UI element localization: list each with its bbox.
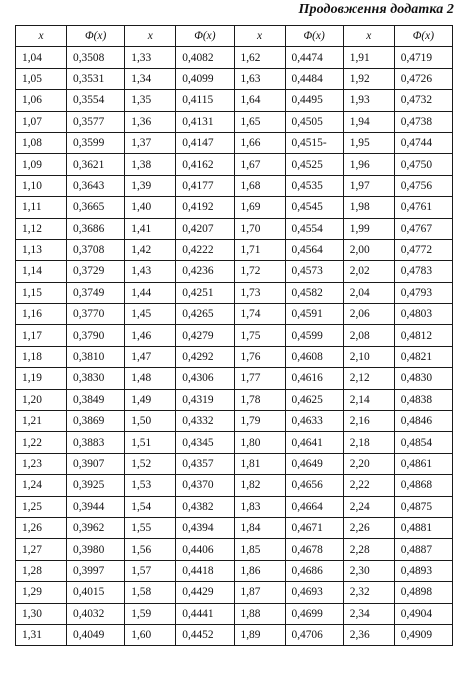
phi-value-cell: 0,4207 [176, 218, 234, 239]
x-value-cell: 2,12 [343, 368, 394, 389]
table-row [16, 111, 453, 132]
x-value-cell: 1,71 [234, 239, 285, 260]
x-value-cell: 2,06 [343, 304, 394, 325]
table-row [16, 496, 453, 517]
x-value-cell: 2,26 [343, 517, 394, 538]
phi-value-cell: 0,4732 [394, 90, 452, 111]
phi-value-cell: 0,4545 [285, 197, 343, 218]
phi-value-cell: 0,4881 [394, 517, 452, 538]
phi-value-cell: 0,3997 [67, 560, 125, 581]
phi-value-cell: 0,4803 [394, 304, 452, 325]
x-value-cell: 1,64 [234, 90, 285, 111]
x-value-cell: 1,41 [125, 218, 176, 239]
table-row [16, 475, 453, 496]
x-value-cell: 1,23 [16, 453, 67, 474]
x-value-cell: 1,12 [16, 218, 67, 239]
phi-value-cell: 0,4515- [285, 132, 343, 153]
phi-value-cell: 0,4821 [394, 346, 452, 367]
phi-value-cell: 0,4484 [285, 68, 343, 89]
x-value-cell: 1,18 [16, 346, 67, 367]
phi-value-cell: 0,4767 [394, 218, 452, 239]
x-value-cell: 1,95 [343, 132, 394, 153]
phi-value-cell: 0,4838 [394, 389, 452, 410]
x-value-cell: 1,99 [343, 218, 394, 239]
x-value-cell: 2,04 [343, 282, 394, 303]
phi-value-cell: 0,4115 [176, 90, 234, 111]
table-row [16, 47, 453, 68]
header-phi-1: Φ(x) [67, 26, 125, 47]
x-value-cell: 1,45 [125, 304, 176, 325]
phi-value-cell: 0,4625 [285, 389, 343, 410]
x-value-cell: 2,18 [343, 432, 394, 453]
phi-value-cell: 0,4554 [285, 218, 343, 239]
header-phi-3: Φ(x) [285, 26, 343, 47]
phi-value-cell: 0,4049 [67, 624, 125, 645]
phi-value-cell: 0,4641 [285, 432, 343, 453]
phi-value-cell: 0,3554 [67, 90, 125, 111]
phi-value-cell: 0,4616 [285, 368, 343, 389]
table-row [16, 239, 453, 260]
phi-value-cell: 0,4812 [394, 325, 452, 346]
x-value-cell: 2,22 [343, 475, 394, 496]
table-row [16, 325, 453, 346]
phi-value-cell: 0,4345 [176, 432, 234, 453]
x-value-cell: 1,14 [16, 261, 67, 282]
x-value-cell: 1,84 [234, 517, 285, 538]
x-value-cell: 1,52 [125, 453, 176, 474]
phi-value-cell: 0,4649 [285, 453, 343, 474]
x-value-cell: 2,32 [343, 582, 394, 603]
phi-value-cell: 0,4082 [176, 47, 234, 68]
x-value-cell: 1,93 [343, 90, 394, 111]
phi-value-cell: 0,4032 [67, 603, 125, 624]
x-value-cell: 1,22 [16, 432, 67, 453]
phi-value-cell: 0,4265 [176, 304, 234, 325]
table-row [16, 197, 453, 218]
x-value-cell: 1,37 [125, 132, 176, 153]
table-row [16, 411, 453, 432]
phi-value-cell: 0,4738 [394, 111, 452, 132]
x-value-cell: 1,24 [16, 475, 67, 496]
x-value-cell: 1,04 [16, 47, 67, 68]
x-value-cell: 1,38 [125, 154, 176, 175]
x-value-cell: 1,89 [234, 624, 285, 645]
phi-value-cell: 0,3665 [67, 197, 125, 218]
x-value-cell: 1,85 [234, 539, 285, 560]
phi-value-cell: 0,4671 [285, 517, 343, 538]
phi-value-cell: 0,3883 [67, 432, 125, 453]
table-body [16, 47, 453, 646]
x-value-cell: 1,47 [125, 346, 176, 367]
phi-value-cell: 0,4678 [285, 539, 343, 560]
table-row [16, 346, 453, 367]
x-value-cell: 1,96 [343, 154, 394, 175]
phi-value-cell: 0,4015 [67, 582, 125, 603]
phi-value-cell: 0,4564 [285, 239, 343, 260]
phi-value-cell: 0,4887 [394, 539, 452, 560]
phi-value-cell: 0,4162 [176, 154, 234, 175]
phi-value-cell: 0,4292 [176, 346, 234, 367]
table-row [16, 517, 453, 538]
x-value-cell: 1,42 [125, 239, 176, 260]
phi-value-cell: 0,4756 [394, 175, 452, 196]
header-x-1: x [16, 26, 67, 47]
x-value-cell: 2,14 [343, 389, 394, 410]
phi-value-cell: 0,4418 [176, 560, 234, 581]
header-phi-4: Φ(x) [394, 26, 452, 47]
header-phi-2: Φ(x) [176, 26, 234, 47]
phi-value-cell: 0,3790 [67, 325, 125, 346]
x-value-cell: 1,81 [234, 453, 285, 474]
x-value-cell: 1,20 [16, 389, 67, 410]
table-row [16, 603, 453, 624]
phi-value-cell: 0,4382 [176, 496, 234, 517]
phi-value-cell: 0,3577 [67, 111, 125, 132]
x-value-cell: 1,08 [16, 132, 67, 153]
x-value-cell: 1,36 [125, 111, 176, 132]
x-value-cell: 1,48 [125, 368, 176, 389]
phi-value-cell: 0,4854 [394, 432, 452, 453]
phi-value-cell: 0,4893 [394, 560, 452, 581]
phi-value-cell: 0,4192 [176, 197, 234, 218]
x-value-cell: 1,91 [343, 47, 394, 68]
phi-value-cell: 0,4582 [285, 282, 343, 303]
phi-value-cell: 0,4222 [176, 239, 234, 260]
x-value-cell: 1,57 [125, 560, 176, 581]
x-value-cell: 2,16 [343, 411, 394, 432]
x-value-cell: 1,74 [234, 304, 285, 325]
phi-value-cell: 0,4750 [394, 154, 452, 175]
phi-value-cell: 0,4525 [285, 154, 343, 175]
phi-value-cell: 0,4236 [176, 261, 234, 282]
table-row [16, 218, 453, 239]
x-value-cell: 1,94 [343, 111, 394, 132]
x-value-cell: 2,00 [343, 239, 394, 260]
phi-value-cell: 0,3643 [67, 175, 125, 196]
phi-value-cell: 0,3729 [67, 261, 125, 282]
phi-value-cell: 0,4875 [394, 496, 452, 517]
x-value-cell: 1,65 [234, 111, 285, 132]
phi-value-cell: 0,3944 [67, 496, 125, 517]
x-value-cell: 1,07 [16, 111, 67, 132]
x-value-cell: 1,87 [234, 582, 285, 603]
x-value-cell: 2,28 [343, 539, 394, 560]
phi-value-cell: 0,4474 [285, 47, 343, 68]
x-value-cell: 2,02 [343, 261, 394, 282]
x-value-cell: 1,70 [234, 218, 285, 239]
phi-value-cell: 0,4495 [285, 90, 343, 111]
x-value-cell: 1,68 [234, 175, 285, 196]
x-value-cell: 2,10 [343, 346, 394, 367]
phi-value-cell: 0,4656 [285, 475, 343, 496]
x-value-cell: 1,92 [343, 68, 394, 89]
phi-value-cell: 0,4394 [176, 517, 234, 538]
phi-value-cell: 0,3925 [67, 475, 125, 496]
phi-value-cell: 0,3830 [67, 368, 125, 389]
phi-value-cell: 0,4332 [176, 411, 234, 432]
x-value-cell: 1,51 [125, 432, 176, 453]
x-value-cell: 2,30 [343, 560, 394, 581]
header-x-4: x [343, 26, 394, 47]
phi-value-cell: 0,3686 [67, 218, 125, 239]
phi-value-cell: 0,3531 [67, 68, 125, 89]
x-value-cell: 1,78 [234, 389, 285, 410]
phi-value-cell: 0,4686 [285, 560, 343, 581]
header-x-3: x [234, 26, 285, 47]
table-row [16, 282, 453, 303]
x-value-cell: 2,36 [343, 624, 394, 645]
phi-value-cell: 0,3621 [67, 154, 125, 175]
table-row [16, 453, 453, 474]
phi-value-cell: 0,4830 [394, 368, 452, 389]
phi-value-cell: 0,4772 [394, 239, 452, 260]
x-value-cell: 1,33 [125, 47, 176, 68]
table-row [16, 304, 453, 325]
phi-value-cell: 0,4693 [285, 582, 343, 603]
x-value-cell: 1,80 [234, 432, 285, 453]
table-row [16, 389, 453, 410]
table-row [16, 90, 453, 111]
phi-value-cell: 0,4719 [394, 47, 452, 68]
x-value-cell: 1,13 [16, 239, 67, 260]
x-value-cell: 1,79 [234, 411, 285, 432]
phi-value-cell: 0,3849 [67, 389, 125, 410]
phi-value-cell: 0,4793 [394, 282, 452, 303]
table-row [16, 432, 453, 453]
x-value-cell: 1,60 [125, 624, 176, 645]
phi-value-cell: 0,4761 [394, 197, 452, 218]
x-value-cell: 1,30 [16, 603, 67, 624]
x-value-cell: 1,76 [234, 346, 285, 367]
phi-value-cell: 0,3869 [67, 411, 125, 432]
x-value-cell: 1,75 [234, 325, 285, 346]
phi-value-cell: 0,4898 [394, 582, 452, 603]
x-value-cell: 1,19 [16, 368, 67, 389]
phi-value-cell: 0,3599 [67, 132, 125, 153]
phi-value-cell: 0,4868 [394, 475, 452, 496]
phi-value-cell: 0,4177 [176, 175, 234, 196]
table-row [16, 560, 453, 581]
x-value-cell: 1,25 [16, 496, 67, 517]
x-value-cell: 2,08 [343, 325, 394, 346]
x-value-cell: 1,69 [234, 197, 285, 218]
table-row [16, 68, 453, 89]
x-value-cell: 1,35 [125, 90, 176, 111]
x-value-cell: 1,62 [234, 47, 285, 68]
phi-value-cell: 0,4279 [176, 325, 234, 346]
x-value-cell: 2,20 [343, 453, 394, 474]
phi-value-cell: 0,4783 [394, 261, 452, 282]
phi-value-cell: 0,3980 [67, 539, 125, 560]
x-value-cell: 1,15 [16, 282, 67, 303]
x-value-cell: 1,27 [16, 539, 67, 560]
phi-value-cell: 0,3810 [67, 346, 125, 367]
table-row [16, 582, 453, 603]
phi-value-cell: 0,4633 [285, 411, 343, 432]
x-value-cell: 1,72 [234, 261, 285, 282]
x-value-cell: 1,56 [125, 539, 176, 560]
phi-value-cell: 0,3749 [67, 282, 125, 303]
x-value-cell: 1,67 [234, 154, 285, 175]
phi-value-cell: 0,4535 [285, 175, 343, 196]
table-row [16, 261, 453, 282]
x-value-cell: 1,98 [343, 197, 394, 218]
x-value-cell: 1,34 [125, 68, 176, 89]
phi-value-cell: 0,4744 [394, 132, 452, 153]
x-value-cell: 1,21 [16, 411, 67, 432]
phi-value-cell: 0,4452 [176, 624, 234, 645]
phi-value-cell: 0,4664 [285, 496, 343, 517]
x-value-cell: 1,54 [125, 496, 176, 517]
table-row [16, 539, 453, 560]
phi-value-cell: 0,4699 [285, 603, 343, 624]
table-row [16, 368, 453, 389]
phi-value-cell: 0,4099 [176, 68, 234, 89]
phi-value-cell: 0,4706 [285, 624, 343, 645]
x-value-cell: 1,29 [16, 582, 67, 603]
x-value-cell: 1,43 [125, 261, 176, 282]
phi-value-cell: 0,4251 [176, 282, 234, 303]
phi-value-cell: 0,4909 [394, 624, 452, 645]
x-value-cell: 1,28 [16, 560, 67, 581]
x-value-cell: 1,31 [16, 624, 67, 645]
phi-value-cell: 0,4319 [176, 389, 234, 410]
table-row [16, 154, 453, 175]
phi-value-cell: 0,4147 [176, 132, 234, 153]
phi-value-cell: 0,4357 [176, 453, 234, 474]
x-value-cell: 1,26 [16, 517, 67, 538]
laplace-function-table [15, 25, 453, 646]
phi-value-cell: 0,3907 [67, 453, 125, 474]
header-x-2: x [125, 26, 176, 47]
phi-value-cell: 0,4591 [285, 304, 343, 325]
table-row [16, 624, 453, 645]
phi-value-cell: 0,4406 [176, 539, 234, 560]
table-header-row [16, 26, 453, 47]
phi-value-cell: 0,4846 [394, 411, 452, 432]
phi-value-cell: 0,4306 [176, 368, 234, 389]
appendix-caption: Продовження додатка 2 [298, 2, 454, 17]
phi-value-cell: 0,4429 [176, 582, 234, 603]
x-value-cell: 1,16 [16, 304, 67, 325]
x-value-cell: 1,49 [125, 389, 176, 410]
x-value-cell: 1,10 [16, 175, 67, 196]
x-value-cell: 1,44 [125, 282, 176, 303]
table-row [16, 175, 453, 196]
phi-value-cell: 0,4131 [176, 111, 234, 132]
x-value-cell: 1,05 [16, 68, 67, 89]
phi-value-cell: 0,4608 [285, 346, 343, 367]
phi-value-cell: 0,4599 [285, 325, 343, 346]
x-value-cell: 1,17 [16, 325, 67, 346]
phi-value-cell: 0,3962 [67, 517, 125, 538]
x-value-cell: 1,11 [16, 197, 67, 218]
x-value-cell: 1,88 [234, 603, 285, 624]
x-value-cell: 2,24 [343, 496, 394, 517]
phi-value-cell: 0,4861 [394, 453, 452, 474]
x-value-cell: 1,53 [125, 475, 176, 496]
x-value-cell: 2,34 [343, 603, 394, 624]
x-value-cell: 1,39 [125, 175, 176, 196]
x-value-cell: 1,58 [125, 582, 176, 603]
x-value-cell: 1,59 [125, 603, 176, 624]
phi-value-cell: 0,4726 [394, 68, 452, 89]
phi-value-cell: 0,3708 [67, 239, 125, 260]
x-value-cell: 1,09 [16, 154, 67, 175]
x-value-cell: 1,82 [234, 475, 285, 496]
x-value-cell: 1,66 [234, 132, 285, 153]
x-value-cell: 1,86 [234, 560, 285, 581]
x-value-cell: 1,06 [16, 90, 67, 111]
phi-value-cell: 0,4505 [285, 111, 343, 132]
x-value-cell: 1,55 [125, 517, 176, 538]
x-value-cell: 1,73 [234, 282, 285, 303]
x-value-cell: 1,46 [125, 325, 176, 346]
phi-value-cell: 0,4573 [285, 261, 343, 282]
phi-value-cell: 0,4370 [176, 475, 234, 496]
phi-value-cell: 0,3508 [67, 47, 125, 68]
x-value-cell: 1,40 [125, 197, 176, 218]
phi-value-cell: 0,3770 [67, 304, 125, 325]
x-value-cell: 1,77 [234, 368, 285, 389]
x-value-cell: 1,83 [234, 496, 285, 517]
phi-value-cell: 0,4441 [176, 603, 234, 624]
x-value-cell: 1,50 [125, 411, 176, 432]
table-row [16, 132, 453, 153]
phi-value-cell: 0,4904 [394, 603, 452, 624]
x-value-cell: 1,63 [234, 68, 285, 89]
x-value-cell: 1,97 [343, 175, 394, 196]
